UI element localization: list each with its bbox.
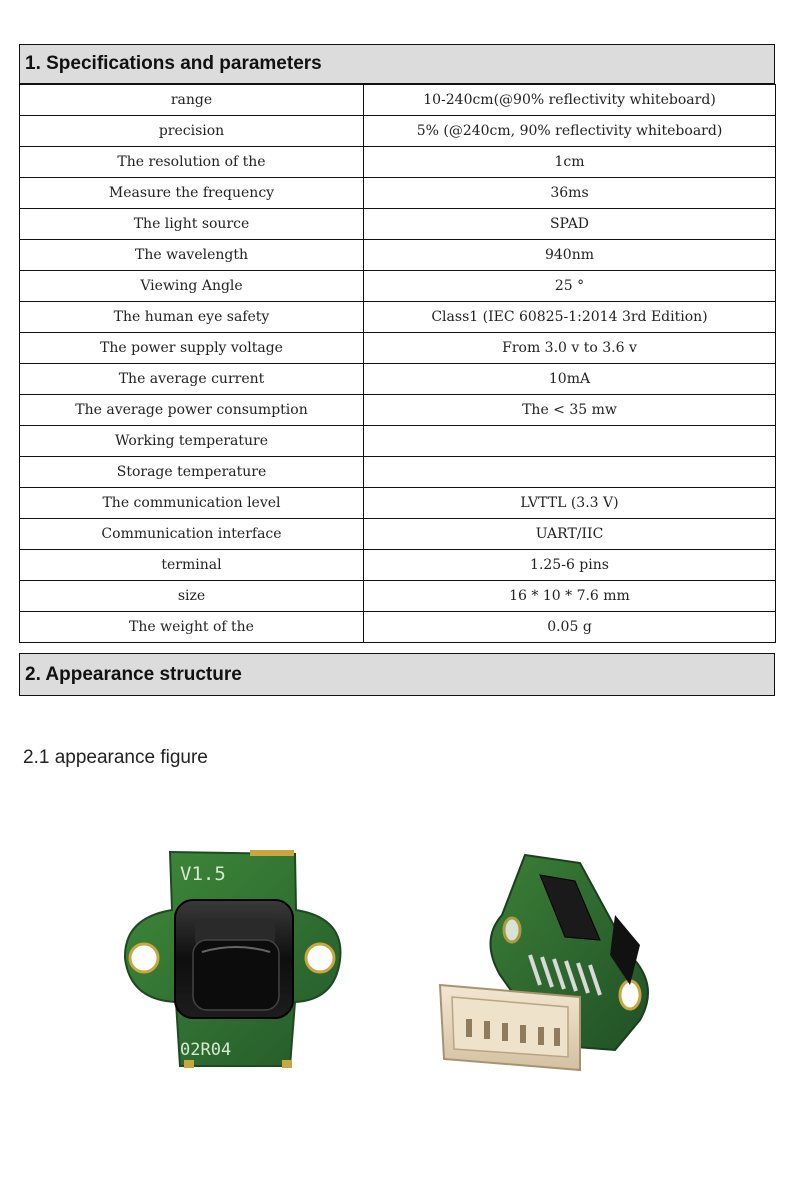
spec-value: 0.05 g <box>364 612 776 643</box>
spec-value <box>364 457 776 488</box>
spec-value: 25 ° <box>364 271 776 302</box>
spec-value: 36ms <box>364 178 776 209</box>
spec-label: terminal <box>20 550 364 581</box>
spec-value: 1.25-6 pins <box>364 550 776 581</box>
spec-value: 940nm <box>364 240 776 271</box>
table-row <box>20 612 776 643</box>
table-row <box>20 240 776 271</box>
spec-label: range <box>20 85 364 116</box>
spec-label: The communication level <box>20 488 364 519</box>
table-row <box>20 519 776 550</box>
spec-label: size <box>20 581 364 612</box>
table-row <box>20 209 776 240</box>
spec-value: 16 * 10 * 7.6 mm <box>364 581 776 612</box>
table-row <box>20 488 776 519</box>
spec-label: The human eye safety <box>20 302 364 333</box>
table-row <box>20 550 776 581</box>
sensor-front-photo <box>110 840 360 1080</box>
spec-label: The wavelength <box>20 240 364 271</box>
spec-value: UART/IIC <box>364 519 776 550</box>
table-row <box>20 116 776 147</box>
spec-label: Working temperature <box>20 426 364 457</box>
spec-label: The light source <box>20 209 364 240</box>
table-row <box>20 178 776 209</box>
spec-value: LVTTL (3.3 V) <box>364 488 776 519</box>
spec-label: Storage temperature <box>20 457 364 488</box>
spec-label: Viewing Angle <box>20 271 364 302</box>
table-row <box>20 302 776 333</box>
spec-value <box>364 426 776 457</box>
table-row <box>20 457 776 488</box>
section-header-appearance: 2. Appearance structure <box>19 653 775 696</box>
spec-label: The power supply voltage <box>20 333 364 364</box>
table-row <box>20 426 776 457</box>
table-row <box>20 333 776 364</box>
section-header-specifications: 1. Specifications and parameters <box>19 44 775 84</box>
spec-label: The average power consumption <box>20 395 364 426</box>
spec-value: 10mA <box>364 364 776 395</box>
table-row <box>20 271 776 302</box>
pcb-version-label: V1.5 <box>180 863 226 885</box>
spec-value: Class1 (IEC 60825-1:2014 3rd Edition) <box>364 302 776 333</box>
pcb-part-label: 02R04 <box>180 1040 232 1060</box>
spec-value: The < 35 mw <box>364 395 776 426</box>
spec-label: The resolution of the <box>20 147 364 178</box>
subsection-title: 2.1 appearance figure <box>23 747 208 768</box>
spec-value: 10-240cm(@90% reflectivity whiteboard) <box>364 85 776 116</box>
table-row <box>20 581 776 612</box>
sensor-angled-photo <box>430 845 660 1080</box>
table-row <box>20 395 776 426</box>
spec-label: Measure the frequency <box>20 178 364 209</box>
spec-value: From 3.0 v to 3.6 v <box>364 333 776 364</box>
spec-value: SPAD <box>364 209 776 240</box>
table-row <box>20 147 776 178</box>
spec-label: precision <box>20 116 364 147</box>
table-row <box>20 364 776 395</box>
spec-value: 5% (@240cm, 90% reflectivity whiteboard) <box>364 116 776 147</box>
spec-label: Communication interface <box>20 519 364 550</box>
spec-label: The average current <box>20 364 364 395</box>
table-row <box>20 85 776 116</box>
specifications-table <box>19 84 776 643</box>
spec-value: 1cm <box>364 147 776 178</box>
spec-label: The weight of the <box>20 612 364 643</box>
